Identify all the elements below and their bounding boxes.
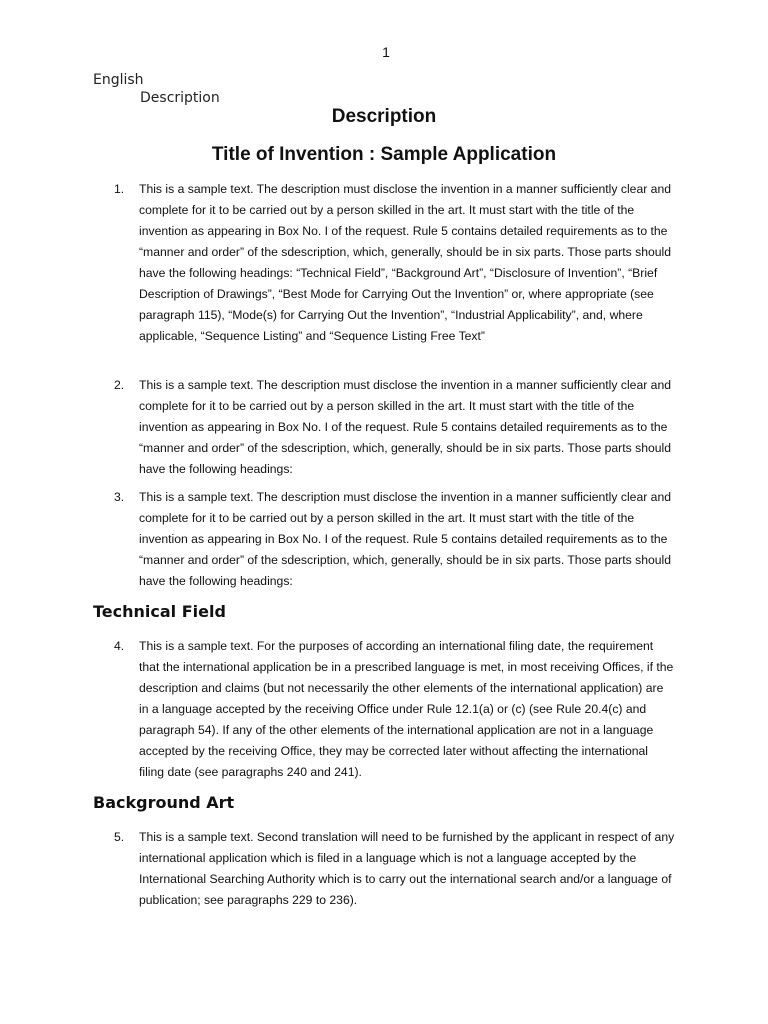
document-title: Description	[331, 106, 437, 127]
paragraph-number: 1.	[114, 182, 125, 196]
section-label: Description	[140, 90, 220, 106]
heading-technical-field: Technical Field	[93, 602, 226, 621]
invention-title: Title of Invention : Sample Application	[211, 144, 557, 165]
paragraph-text: This is a sample text. The description must disclose the invention in a manner sufficiently clear and complete for it to be carried out by a person skilled in the art. It must start with the title of the invention as appearing in Box No. I of the request. Rule 5 contains detailed requirements as to the “manner and order” of the sdescription, which, generally, should be in six parts. Those parts should have the following headings:	[139, 378, 672, 476]
heading-background-art: Background Art	[93, 793, 235, 812]
paragraph-5	[114, 827, 676, 911]
page-number: 1	[382, 44, 390, 60]
paragraph-text: This is a sample text. Second translation will need to be furnished by the applicant in respect of any international application which is filed in a language which is not a language accepted by the International Searching Authority which is to carry out the international search and/or a language of publication; see paragraphs 229 to 236).	[139, 830, 675, 907]
paragraph-2	[114, 375, 676, 480]
paragraph-text: This is a sample text. The description must disclose the invention in a manner sufficiently clear and complete for it to be carried out by a person skilled in the art. It must start with the title of the invention as appearing in Box No. I of the request. Rule 5 contains detailed requirements as to the “manner and order” of the sdescription, which, generally, should be in six parts. Those parts should have the following headings: “Technical Field”, “Background Art”, “Disclosure of Invention”, “Brief Description of Drawings”, “Best Mode for Carrying Out the Invention” or, where appropriate (see paragraph 115), “Mode(s) for Carrying Out the Invention”, “Industrial Applicability”, and, where applicable, “Sequence Listing” and “Sequence Listing Free Text”	[139, 182, 672, 343]
paragraph-number: 3.	[114, 490, 125, 504]
paragraph-text: This is a sample text. For the purposes of according an international filing date, the requirement that the international application be in a prescribed language is met, in most receiving Offices, if the description and claims (but not necessarily the other elements of the international application) are in a language accepted by the receiving Office under Rule 12.1(a) or (c) (see Rule 20.4(c) and paragraph 54). If any of the other elements of the international application are not in a language accepted by the receiving Office, they may be corrected later without affecting the international filing date (see paragraphs 240 and 241).	[139, 639, 674, 779]
paragraph-number: 2.	[114, 378, 125, 392]
language-label: English	[93, 72, 144, 88]
paragraph-number: 4.	[114, 639, 125, 653]
paragraph-3	[114, 487, 676, 592]
paragraph-1	[114, 179, 676, 347]
paragraph-4	[114, 636, 676, 783]
paragraph-text: This is a sample text. The description must disclose the invention in a manner sufficiently clear and complete for it to be carried out by a person skilled in the art. It must start with the title of the invention as appearing in Box No. I of the request. Rule 5 contains detailed requirements as to the “manner and order” of the sdescription, which, generally, should be in six parts. Those parts should have the following headings:	[139, 490, 672, 588]
paragraph-number: 5.	[114, 830, 125, 844]
